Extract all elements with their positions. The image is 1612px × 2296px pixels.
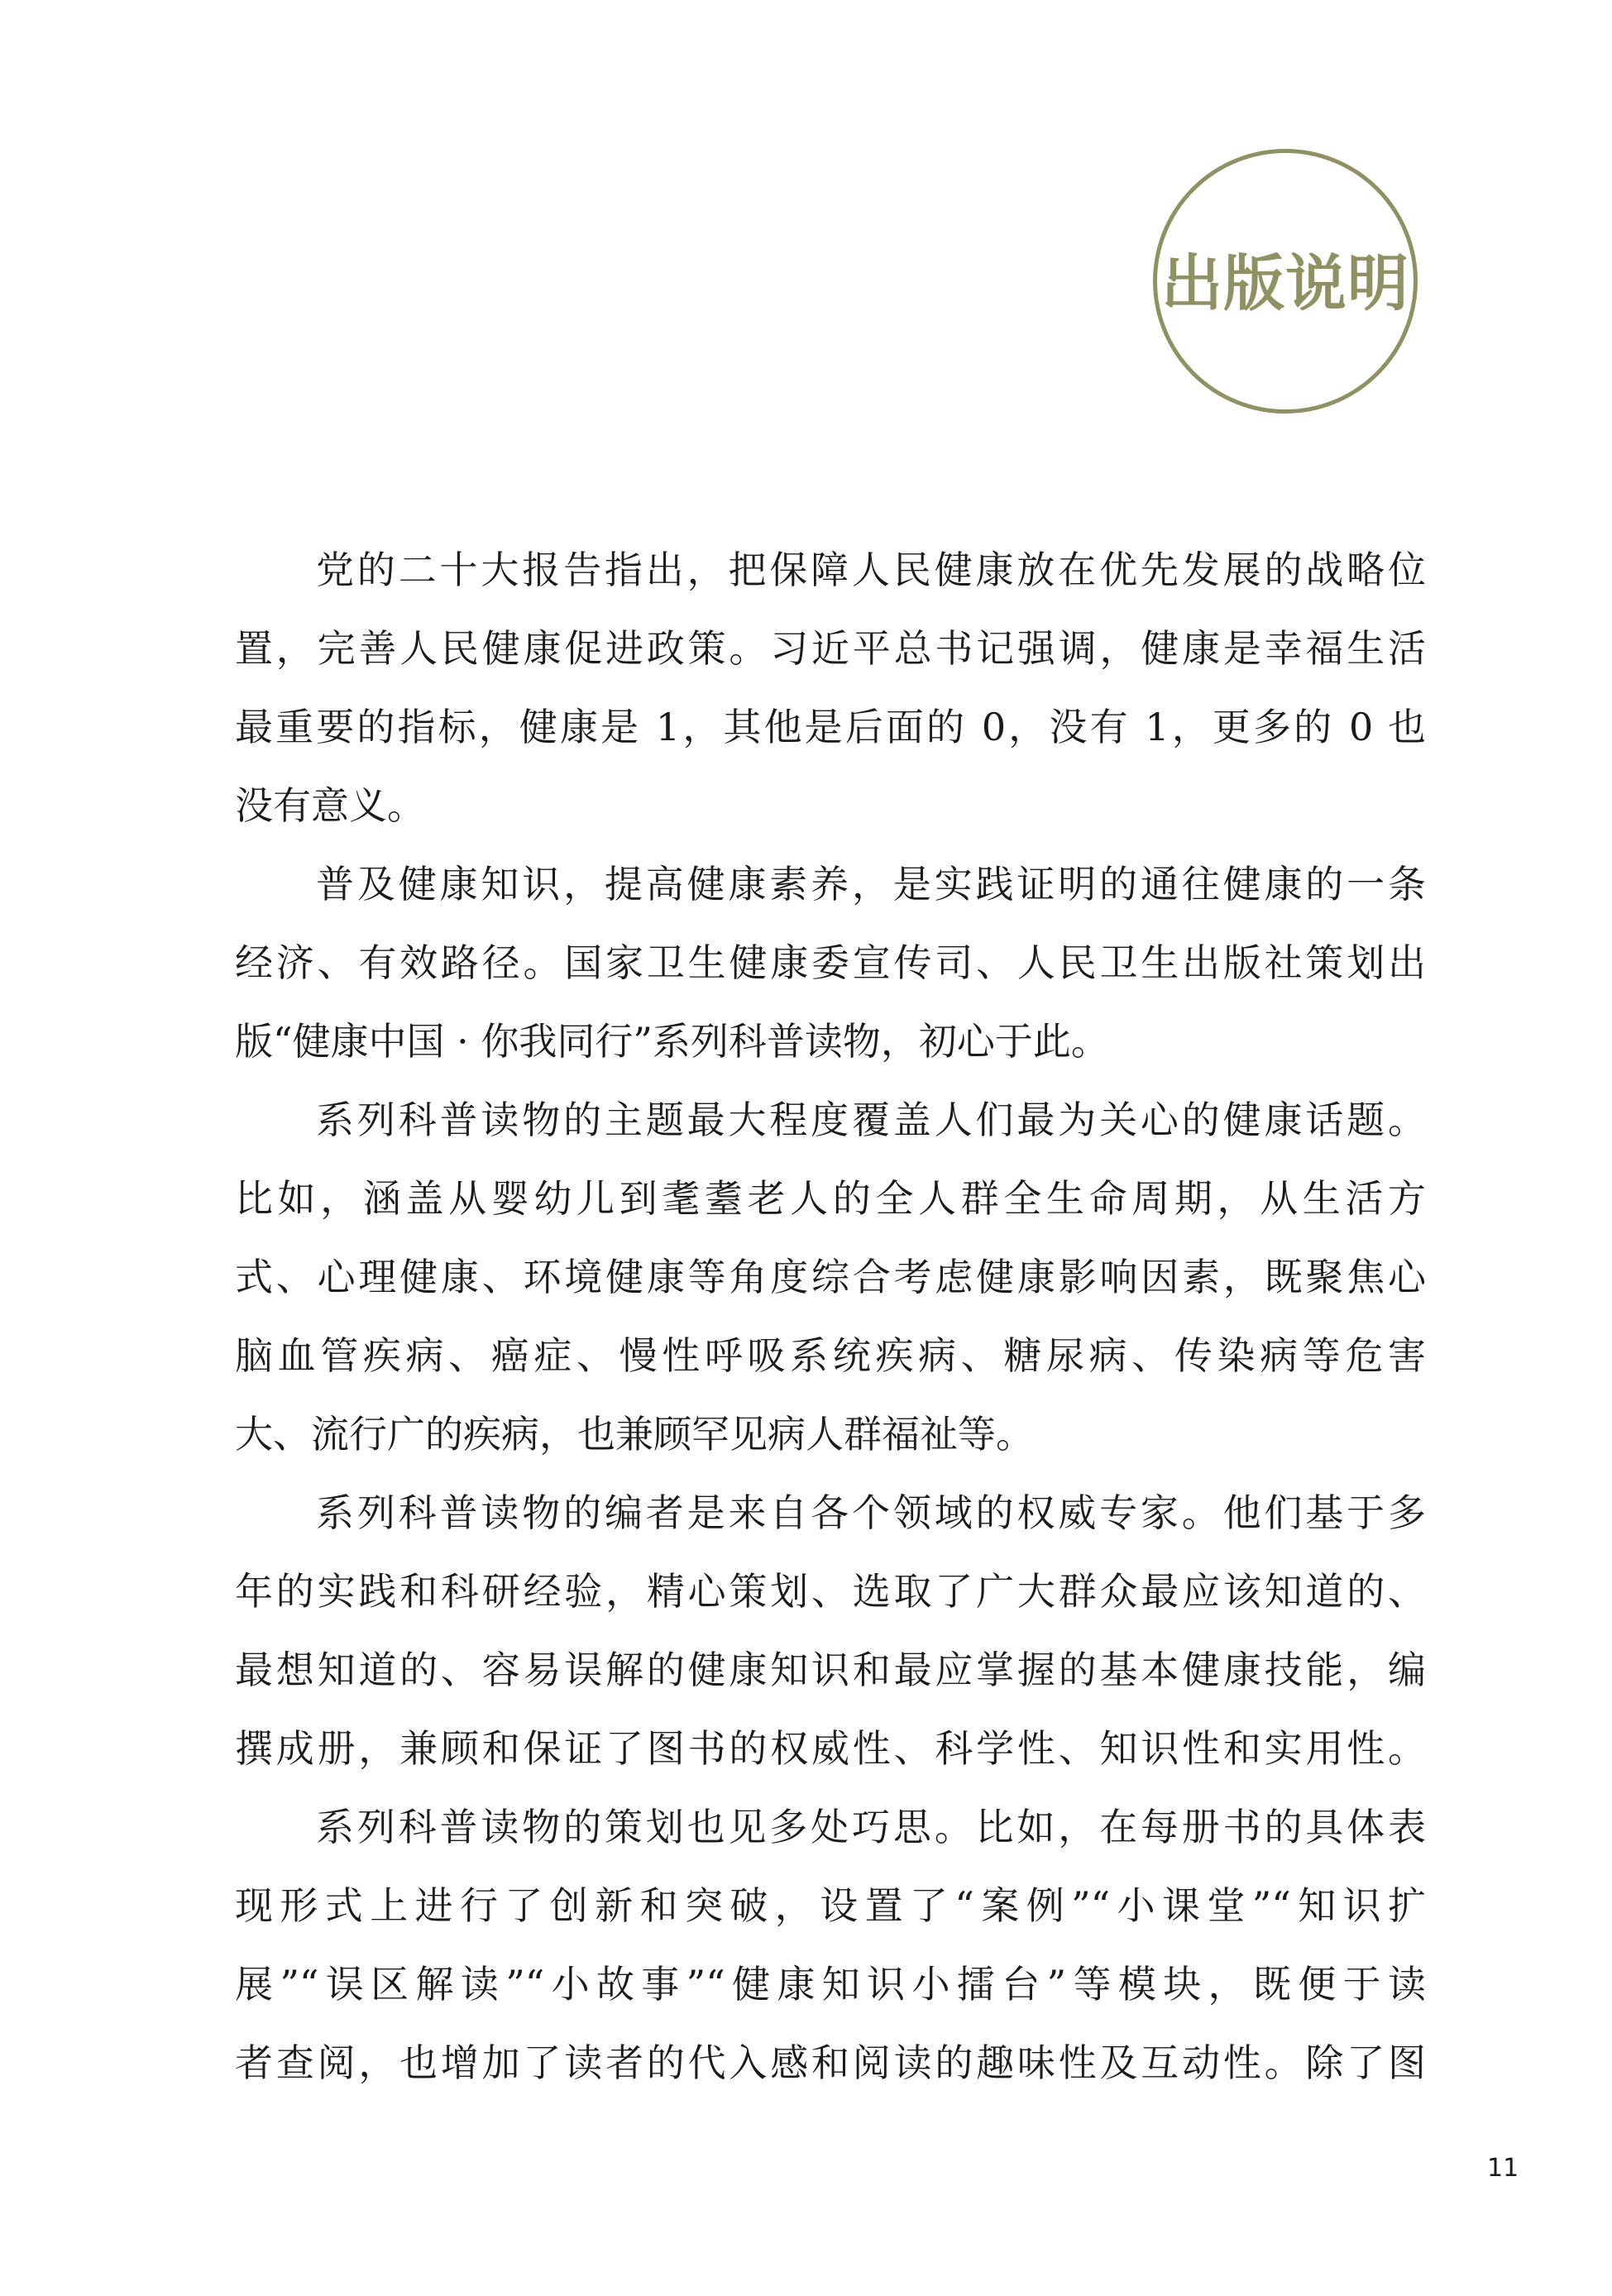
- text-line: 撰成册，兼顾和保证了图书的权威性、科学性、知识性和实用性。: [235, 1726, 1426, 1771]
- text-line: 经济、有效路径。国家卫生健康委宣传司、人民卫生出版社策划出: [235, 940, 1426, 985]
- text-line: 置，完善人民健康促进政策。习近平总书记强调，健康是幸福生活: [235, 626, 1426, 671]
- text-line: 者查阅，也增加了读者的代入感和阅读的趣味性及互动性。除了图: [235, 2040, 1426, 2085]
- text-line: 系列科普读物的策划也见多处巧思。比如，在每册书的具体表: [316, 1805, 1426, 1849]
- section-title: 出版说明: [1161, 248, 1409, 319]
- text-line: 党的二十大报告指出，把保障人民健康放在优先发展的战略位: [316, 548, 1426, 592]
- text-line: 系列科普读物的编者是来自各个领域的权威专家。他们基于多: [316, 1490, 1426, 1535]
- paragraph: [235, 1081, 1426, 1474]
- text-line: 没有意义。: [235, 783, 425, 828]
- text-line: 现形式上进行了创新和突破，设置了“案例”“小课堂”“知识扩: [235, 1883, 1426, 1928]
- text-line: 普及健康知识，提高健康素养，是实践证明的通往健康的一条: [316, 862, 1426, 906]
- text-line: 年的实践和科研经验，精心策划、选取了广大群众最应该知道的、: [235, 1569, 1426, 1614]
- paragraph: [235, 531, 1426, 845]
- section-title-badge: [1153, 149, 1418, 414]
- text-line: 版“健康中国 · 你我同行”系列科普读物，初心于此。: [235, 1019, 1109, 1064]
- page-number: 11: [1487, 2154, 1519, 2183]
- text-line: 最想知道的、容易误解的健康知识和最应掌握的基本健康技能，编: [235, 1648, 1426, 1692]
- paragraph: [235, 1474, 1426, 1788]
- text-line: 系列科普读物的主题最大程度覆盖人们最为关心的健康话题。: [316, 1098, 1426, 1142]
- text-line: 大、流行广的疾病，也兼顾罕见病人群福祉等。: [235, 1412, 1034, 1457]
- text-line: 最重要的指标，健康是 1，其他是后面的 0，没有 1，更多的 0 也: [235, 705, 1426, 749]
- text-line: 式、心理健康、环境健康等角度综合考虑健康影响因素，既聚焦心: [235, 1255, 1426, 1299]
- paragraph: [235, 1788, 1426, 2102]
- paragraph: [235, 845, 1426, 1081]
- text-line: 比如，涵盖从婴幼儿到耄耋老人的全人群全生命周期，从生活方: [235, 1176, 1426, 1221]
- text-line: 脑血管疾病、癌症、慢性呼吸系统疾病、糖尿病、传染病等危害: [235, 1333, 1426, 1378]
- body-text: [235, 531, 1426, 2102]
- text-line: 展”“误区解读”“小故事”“健康知识小擂台”等模块，既便于读: [235, 1962, 1426, 2007]
